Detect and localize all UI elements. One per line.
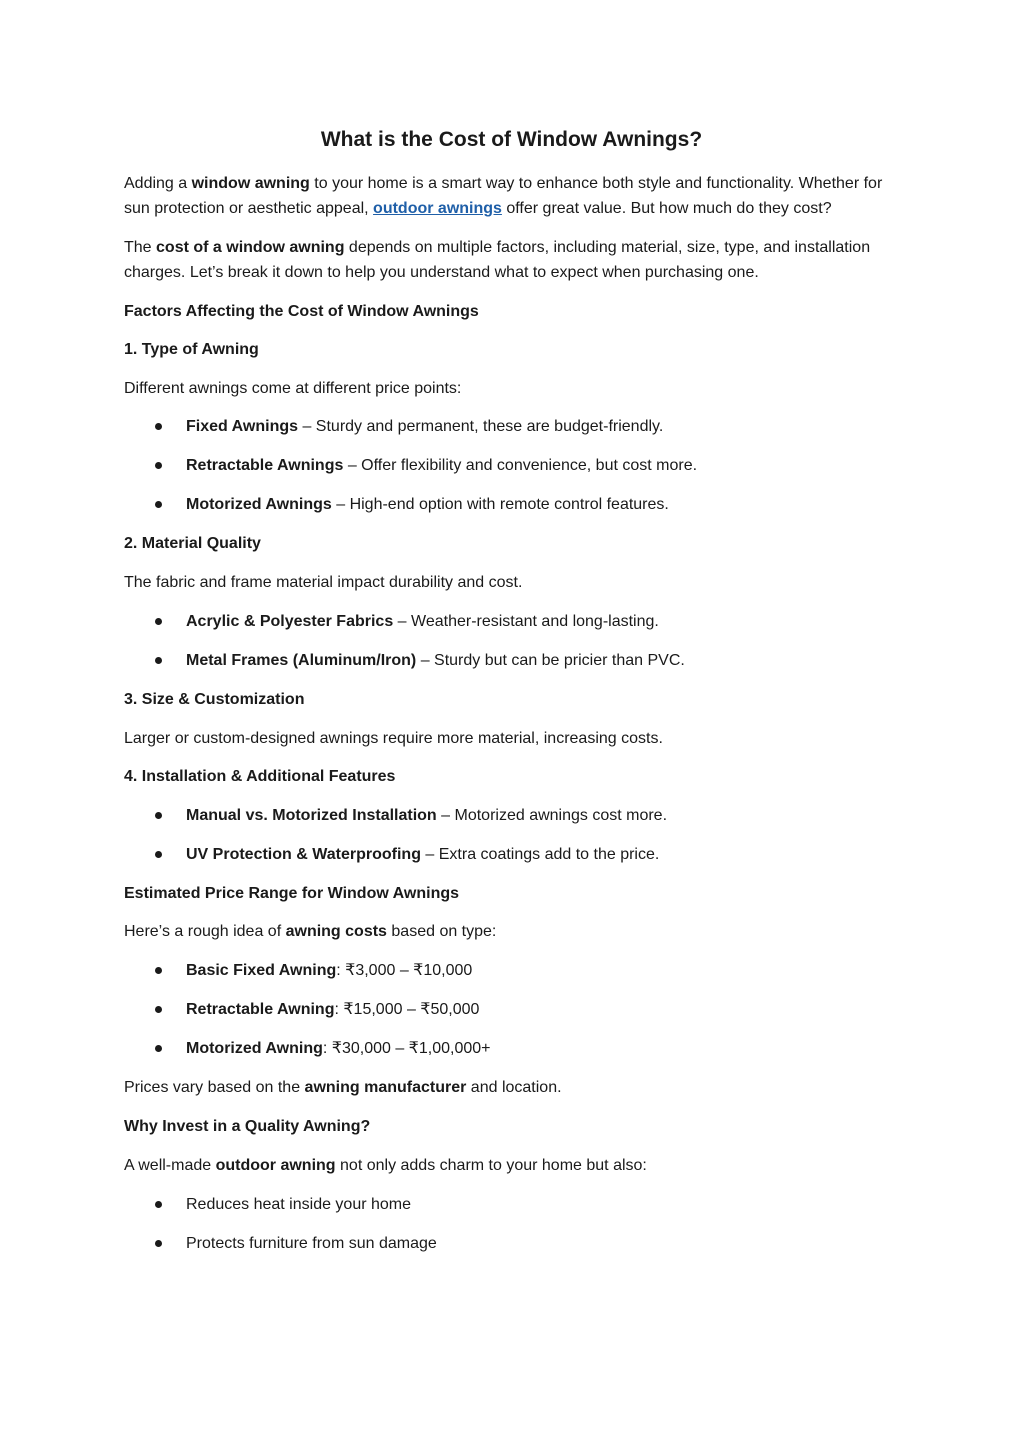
bullet-icon: [155, 851, 162, 858]
install-section-heading: 4. Installation & Additional Features: [124, 768, 396, 785]
text-run: not only adds charm to your home but also:: [335, 1157, 647, 1174]
bullet-icon: [155, 1201, 162, 1208]
text-run: A well-made: [124, 1157, 216, 1174]
list-item: [124, 414, 894, 439]
text-run: The: [124, 239, 157, 256]
bullet-icon: [155, 423, 162, 430]
bullet-icon: [155, 1240, 162, 1247]
list-item: [124, 453, 894, 478]
text-run: Prices vary based on the: [124, 1079, 305, 1096]
bullet-icon: [155, 967, 162, 974]
bold-term: Fixed Awnings: [186, 418, 299, 435]
type-section-heading: 1. Type of Awning: [124, 341, 259, 358]
bold-term: Metal Frames (Aluminum/Iron): [186, 652, 417, 669]
bold-term: Acrylic & Polyester Fabrics: [186, 613, 394, 630]
price-list: [124, 958, 894, 1061]
price-section-heading: Estimated Price Range for Window Awnings: [124, 885, 460, 902]
bold-term: awning manufacturer: [304, 1079, 467, 1096]
text-run: to your home is a smart way to enhance both style and functionality. Whether for sun protection or aesthetic appeal,: [124, 175, 883, 217]
text-run: – High-end option with remote control features.: [331, 496, 669, 513]
bold-term: Retractable Awning: [186, 1001, 335, 1018]
material-list: [124, 609, 894, 673]
bullet-icon: [155, 501, 162, 508]
material-section-lead: The fabric and frame material impact durability and cost.: [124, 574, 523, 591]
text-run: – Offer flexibility and convenience, but cost more.: [343, 457, 698, 474]
invest-section-heading: Why Invest in a Quality Awning?: [124, 1118, 371, 1135]
outdoor-awnings-link[interactable]: outdoor awnings: [373, 200, 502, 217]
list-item: [124, 803, 894, 828]
text-run: Here’s a rough idea of: [124, 923, 286, 940]
bold-term: UV Protection & Waterproofing: [186, 846, 421, 863]
text-run: : ₹30,000 – ₹1,00,000+: [322, 1040, 491, 1057]
material-section-heading: 2. Material Quality: [124, 535, 261, 552]
list-item: [124, 842, 894, 867]
bold-term: Manual vs. Motorized Installation: [186, 807, 437, 824]
text-run: and location.: [466, 1079, 562, 1096]
list-item: [124, 1036, 894, 1061]
price-section-lead: [124, 919, 894, 944]
text-run: offer great value. But how much do they cost?: [501, 200, 832, 217]
text-run: Protects furniture from sun damage: [186, 1235, 437, 1252]
install-list: [124, 803, 894, 867]
text-run: – Extra coatings add to the price.: [420, 846, 660, 863]
bold-term: window awning: [191, 175, 310, 192]
list-item: [124, 1192, 894, 1217]
bold-term: Motorized Awnings: [186, 496, 332, 513]
text-run: : ₹15,000 – ₹50,000: [334, 1001, 480, 1018]
invest-list: [124, 1192, 894, 1256]
text-run: : ₹3,000 – ₹10,000: [336, 962, 473, 979]
list-item: [124, 648, 894, 673]
bold-term: cost of a window awning: [156, 239, 345, 256]
text-run: Adding a: [124, 175, 192, 192]
list-item: [124, 1231, 894, 1256]
type-list: [124, 414, 894, 517]
size-section-heading: 3. Size & Customization: [124, 691, 305, 708]
text-run: based on type:: [386, 923, 497, 940]
bold-term: Retractable Awnings: [186, 457, 344, 474]
bold-term: awning costs: [285, 923, 387, 940]
bullet-icon: [155, 657, 162, 664]
bullet-icon: [155, 812, 162, 819]
price-note: [124, 1075, 894, 1100]
type-section-lead: Different awnings come at different price points:: [124, 380, 462, 397]
text-run: – Weather-resistant and long-lasting.: [393, 613, 659, 630]
text-run: Reduces heat inside your home: [186, 1196, 412, 1213]
list-item: [124, 492, 894, 517]
list-item: [124, 958, 894, 983]
list-item: [124, 997, 894, 1022]
list-item: [124, 609, 894, 634]
intro-paragraph-2: [124, 235, 894, 285]
intro-paragraph-1: [124, 171, 894, 221]
bold-term: Basic Fixed Awning: [186, 962, 337, 979]
text-run: depends on multiple factors, including material, size, type, and installation charges. Let’s break it down to help you understand what to expect when purchasing one.: [124, 239, 871, 281]
invest-section-lead: [124, 1153, 894, 1178]
text-run: – Sturdy and permanent, these are budget-friendly.: [298, 418, 664, 435]
text-run: – Sturdy but can be pricier than PVC.: [416, 652, 685, 669]
document-body: [124, 171, 894, 1270]
page-title: What is the Cost of Window Awnings?: [320, 128, 703, 151]
size-section-lead: Larger or custom-designed awnings require more material, increasing costs.: [124, 730, 663, 747]
bullet-icon: [155, 1006, 162, 1013]
text-run: – Motorized awnings cost more.: [436, 807, 668, 824]
bold-term: outdoor awning: [215, 1157, 336, 1174]
bullet-icon: [155, 618, 162, 625]
bold-term: Motorized Awning: [186, 1040, 323, 1057]
bullet-icon: [155, 462, 162, 469]
bullet-icon: [155, 1045, 162, 1052]
factors-heading: Factors Affecting the Cost of Window Awnings: [124, 303, 479, 320]
